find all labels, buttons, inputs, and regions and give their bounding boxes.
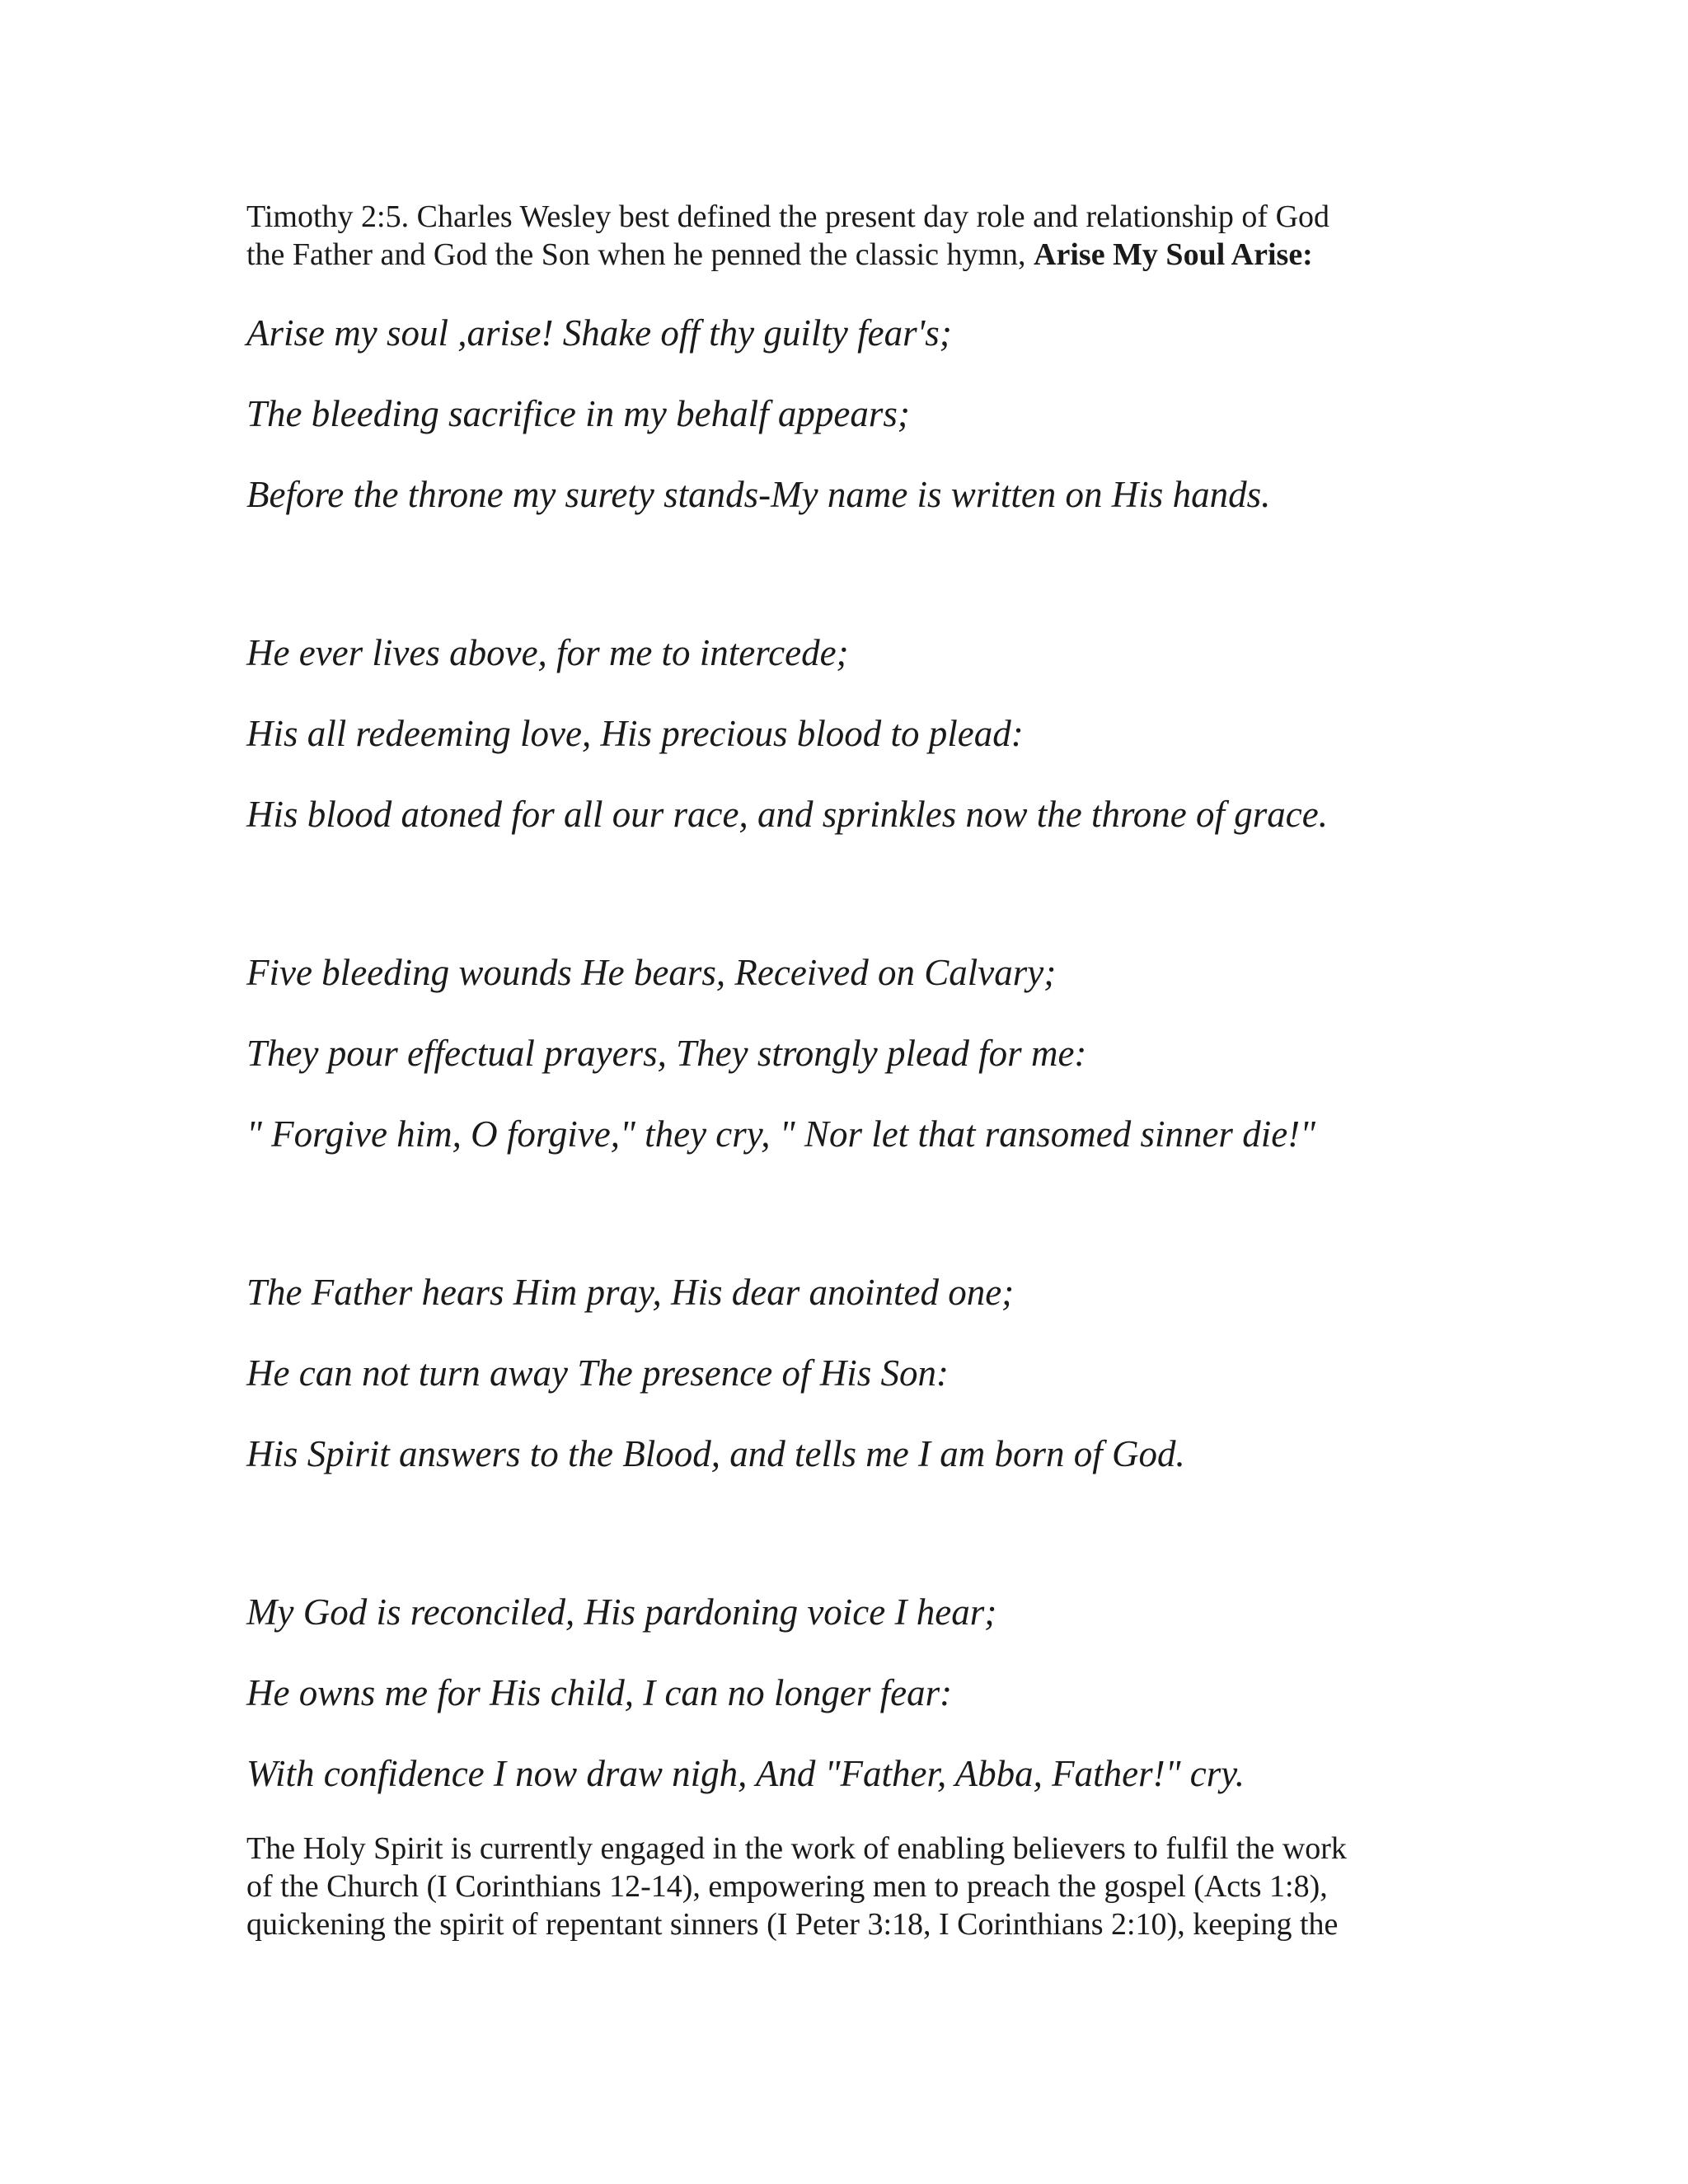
hymn-line: He can not turn away The presence of His Son: [246,1352,949,1394]
hymn-line: " Forgive him, O forgive," they cry, " Nor let that ransomed sinner die!" [246,1113,1316,1155]
closing-line-3: quickening the spirit of repentant sinners (I Peter 3:18, I Corinthians 2:10), keeping the [246,1907,1339,1942]
closing-line-1: The Holy Spirit is currently engaged in the work of enabling believers to fulfil the work [246,1831,1347,1866]
intro-line-2-text: the Father and God the Son when he penned the classic hymn, [246,237,1034,272]
hymn-line: His Spirit answers to the Blood, and tells me I am born of God. [246,1433,1185,1474]
hymn-line: The Father hears Him pray, His dear anointed one; [246,1272,1015,1313]
hymn-line: Before the throne my surety stands-My name is written on His hands. [246,474,1271,515]
hymn-line: The bleeding sacrifice in my behalf appears; [246,393,910,434]
intro-line-1: Timothy 2:5. Charles Wesley best defined the present day role and relationship of God [246,199,1330,234]
intro-line-2 [246,236,1450,274]
closing-line-2: of the Church (I Corinthians 12-14), empowering men to preach the gospel (Acts 1:8), [246,1869,1328,1904]
hymn-line: With confidence I now draw nigh, And "Father, Abba, Father!" cry. [246,1753,1245,1794]
hymn-line: His blood atoned for all our race, and sprinkles now the throne of grace. [246,794,1328,835]
hymn-line: He ever lives above, for me to intercede; [246,632,849,673]
hymn-line: My God is reconciled, His pardoning voice I hear; [246,1591,997,1633]
intro-paragraph [246,198,1450,274]
closing-paragraph [246,1830,1450,1943]
hymn-title: Arise My Soul Arise: [1034,237,1313,272]
hymn-line: His all redeeming love, His precious blood to plead: [246,713,1024,754]
hymn-line: They pour effectual prayers, They strongly plead for me: [246,1033,1087,1074]
hymn-line: He owns me for His child, I can no longer fear: [246,1672,953,1713]
hymn-line: Five bleeding wounds He bears, Received on Calvary; [246,952,1057,993]
hymn-line: Arise my soul ,arise! Shake off thy guilty fear's; [246,312,952,354]
